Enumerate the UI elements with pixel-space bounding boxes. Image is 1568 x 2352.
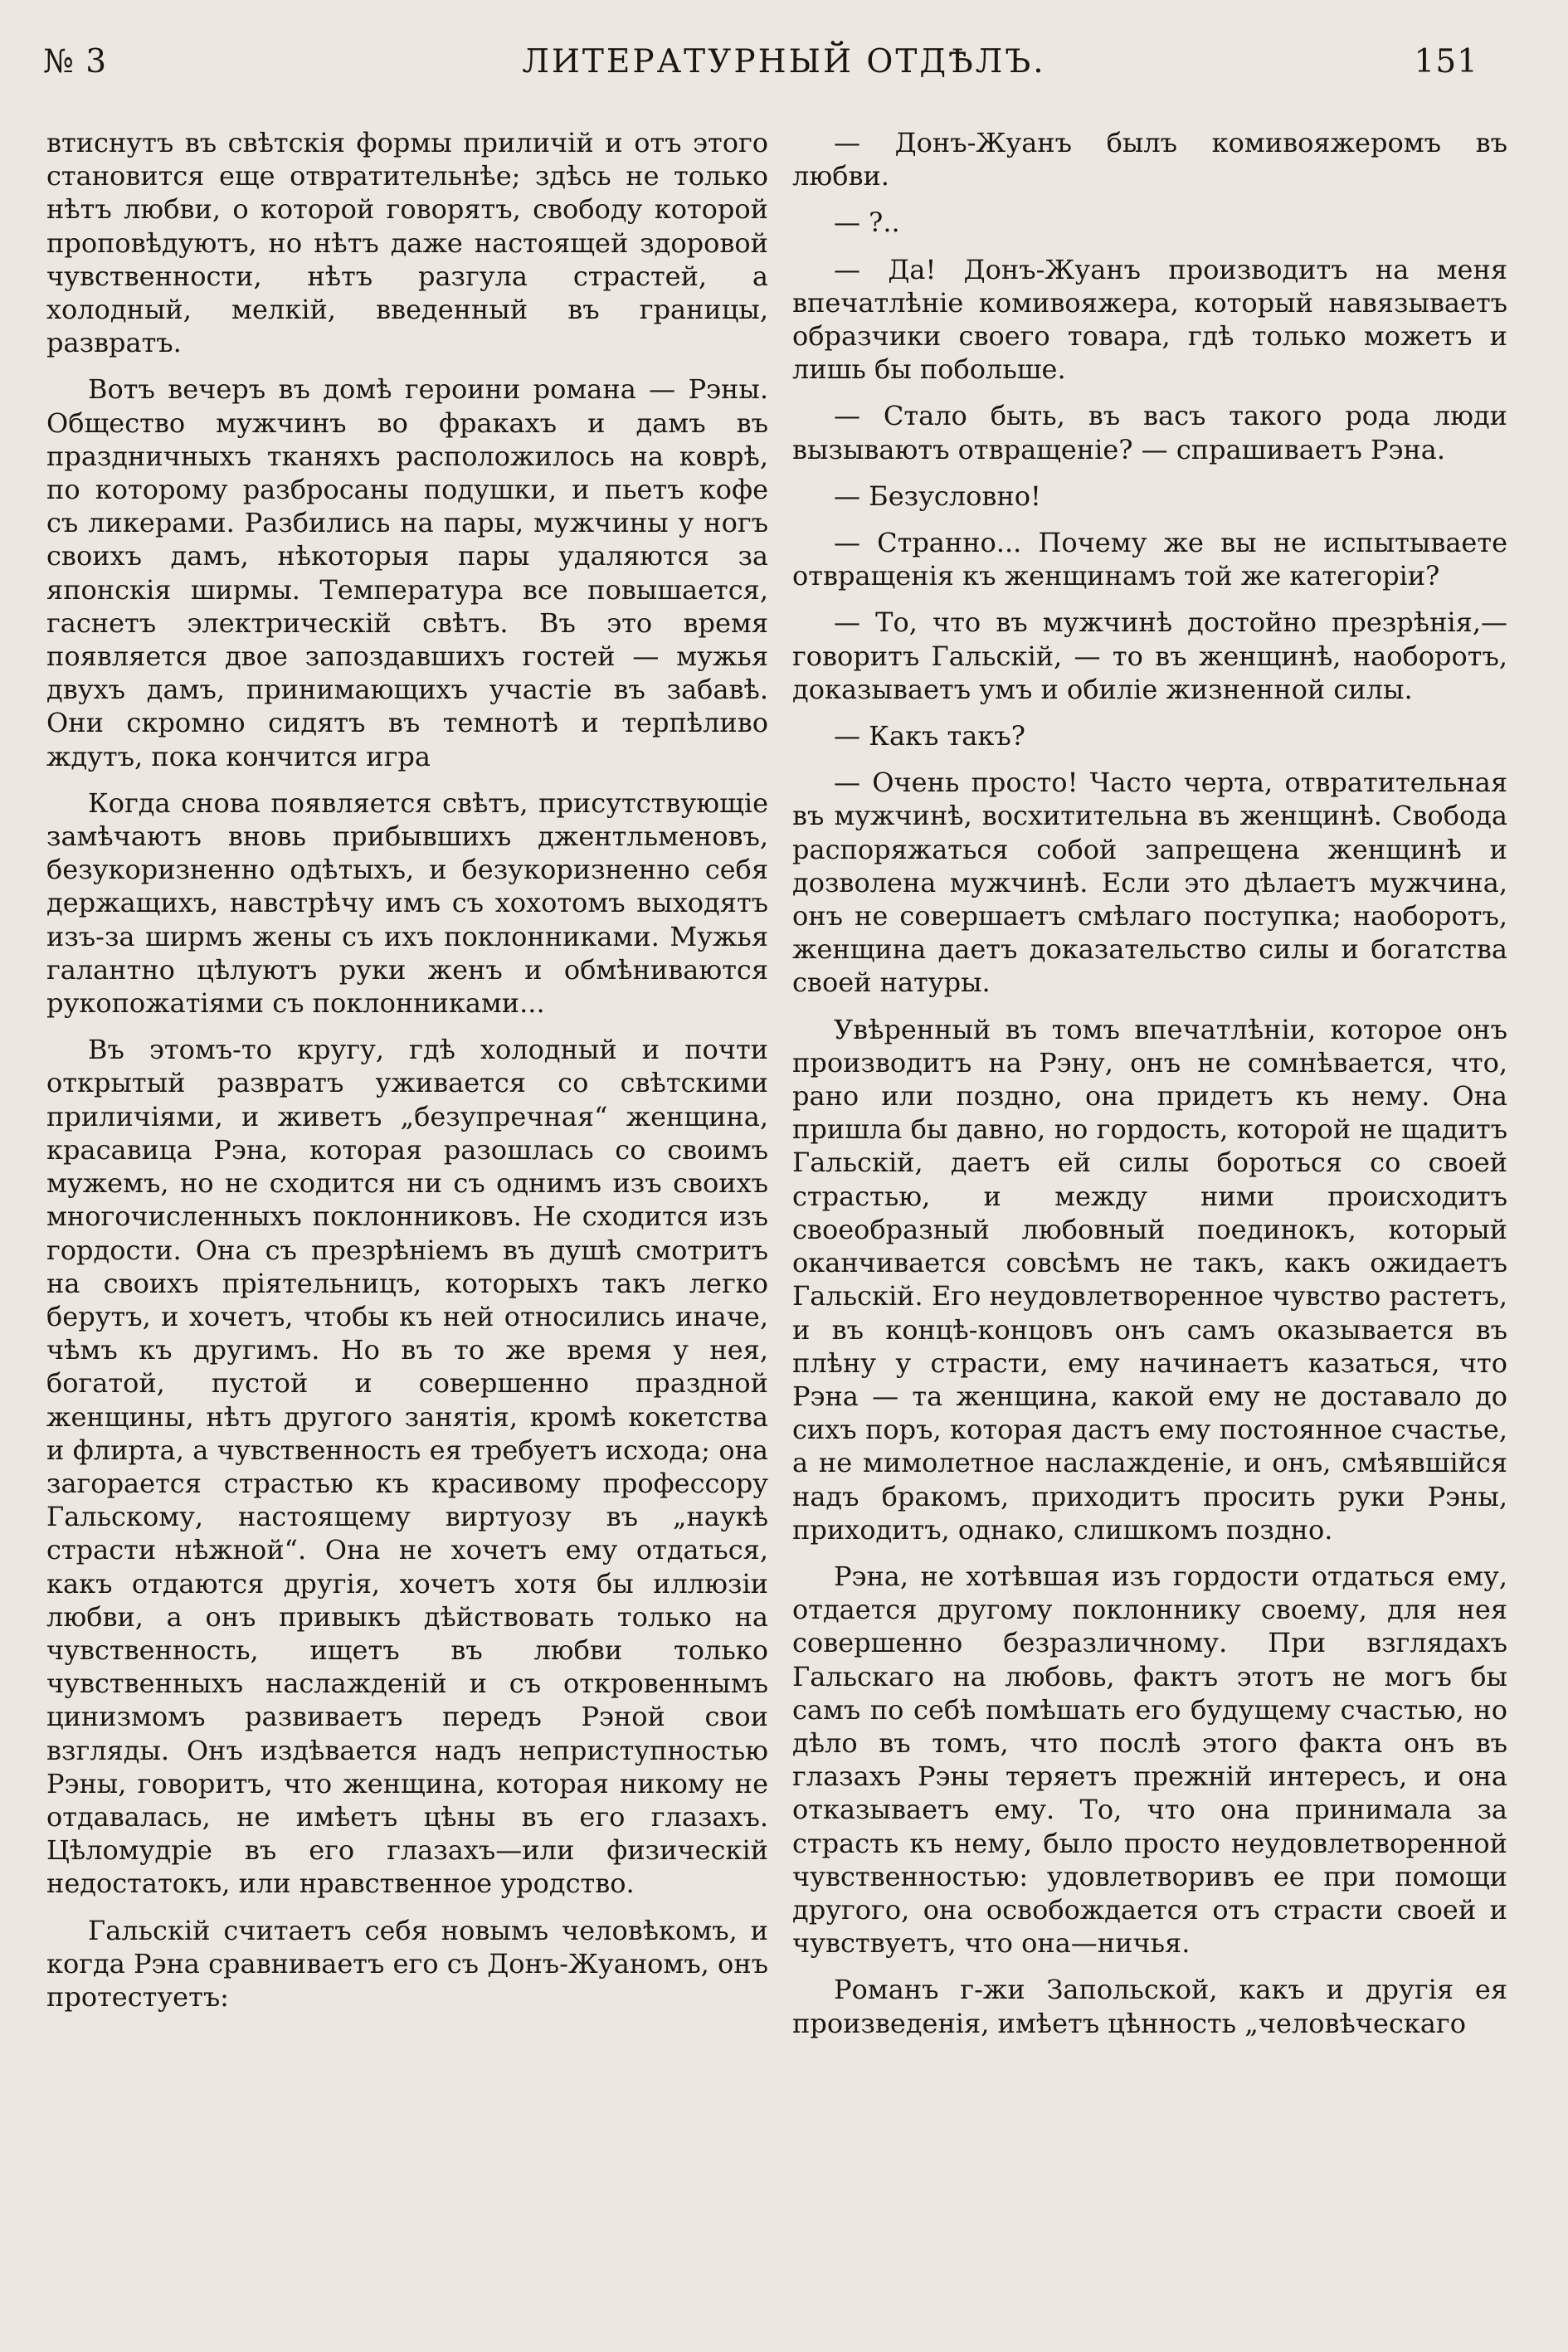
paragraph: Въ этомъ-то кругу, гдѣ холодный и почти открытый развратъ уживается со свѣтскими приличіями, и живетъ „безупречная“ женщина, красавица Рэна, которая разошлась со своимъ мужемъ, но не сходится ни съ однимъ изъ своихъ многочисленныхъ поклонниковъ. Не сходится изъ гордости. Она съ презрѣніемъ въ душѣ смотритъ на своихъ пріятельницъ, которыхъ такъ легко берутъ, и хочетъ, чтобы къ ней относились иначе, чѣмъ къ другимъ. Но въ то же время у нея, богатой, пустой и совершенно праздной женщины, нѣтъ другого занятія, кромѣ кокетства и флирта, а чувственность ея требуетъ исхода; она загорается страстью къ красивому профессору Гальскому, настоящему виртуозу въ „наукѣ страсти нѣжной“. Она не хочетъ ему отдаться, какъ отдаются другія, хочетъ хотя бы иллюзіи любви, а онъ привыкъ дѣйствовать только на чувственность, ищетъ въ любви только чувственныхъ наслажденій и съ откровеннымъ цинизмомъ развиваетъ передъ Рэной свои взгляды. Онъ издѣвается надъ неприступностью Рэны, говоритъ, что женщина, которая никому не отдавалась, не имѣетъ цѣны въ его глазахъ. Цѣломудріе въ его глазахъ—или физическій недостатокъ, или нравственное уродство. [46,1034,768,1900]
issue-number: № 3 [43,43,108,80]
paragraph: — То, что въ мужчинѣ достойно презрѣнія,— говоритъ Гальскій, — то въ женщинѣ, наоборотъ, доказываетъ умъ и обиліе жизненной силы. [792,606,1507,705]
paragraph: Когда снова появляется свѣтъ, присутствующіе замѣчаютъ вновь прибывшихъ джентльменовъ, безукоризненно одѣтыхъ, и безукоризненно себя держащихъ, навстрѣчу имъ съ хохотомъ выходятъ изъ-за ширмъ жены съ ихъ поклонниками. Мужья галантно цѣлуютъ руки женъ и обмѣниваются рукопожатіями съ поклонниками... [46,786,768,1020]
paragraph: Вотъ вечеръ въ домѣ героини романа — Рэны. Общество мужчинъ во фракахъ и дамъ въ праздничныхъ тканяхъ расположилось на коврѣ, по которому разбросаны подушки, и пьетъ кофе съ ликерами. Разбились на пары, мужчины у ногъ своихъ дамъ, нѣкоторыя пары удаляются за японскія ширмы. Температура все повышается, гаснетъ электрическій свѣтъ. Въ это время появляется двое запоздавшихъ гостей — мужья двухъ дамъ, принимающихъ участіе въ забавѣ. Они скромно сидятъ въ темнотѣ и терпѣливо ждутъ, пока кончится игра [46,373,768,772]
paragraph: втиснутъ въ свѣтскія формы приличій и отъ этого становится еще отвратительнѣе; здѣсь не только нѣтъ любви, о которой говорятъ, свободу которой проповѣдуютъ, но нѣтъ даже настоящей здоровой чувственности, нѣтъ разгула страстей, а холодный, мелкій, введенный въ границы, развратъ. [46,127,768,359]
section-title: ЛИТЕРАТУРНЫЙ ОТДѢЛЪ. [522,43,1046,80]
paragraph: Рэна, не хотѣвшая изъ гордости отдаться ему, отдается другому поклоннику своему, для нея совершенно безразличному. При взглядахъ Гальскаго на любовь, фактъ этотъ не могъ бы самъ по себѣ помѣшать его будущему счастью, но дѣло въ томъ, что послѣ этого факта онъ въ глазахъ Рэны теряетъ прежній интересъ, и она отказываетъ ему. То, что она принимала за страсть къ нему, было просто неудовлетворенной чувственностью: удовлетворивъ ее при помощи другого, она освобождается отъ страсти своей и чувствуетъ, что она—ничья. [792,1560,1507,1960]
page-number: 151 [1414,43,1478,80]
paragraph: — Да! Донъ-Жуанъ производитъ на меня впечатлѣніе комивояжера, который навязываетъ образчики своего товара, гдѣ только можетъ и лишь бы побольше. [792,253,1507,386]
paragraph: Романъ г-жи Запольской, какъ и другія ея произведенія, имѣетъ цѣнность „человѣческаго [792,1974,1507,2039]
paragraph: — Очень просто! Часто черта, отвратительная въ мужчинѣ, восхитительна въ женщинѣ. Свобода распоряжаться собой запрещена женщинѣ и дозволена мужчинѣ. Если это дѣлаетъ мужчина, онъ не совершаетъ смѣлаго поступка; наоборотъ, женщина даетъ доказательство силы и богатства своей натуры. [792,767,1507,999]
paragraph: — Какъ такъ? [834,720,1025,752]
paragraph: — Донъ-Жуанъ былъ комивояжеромъ въ любви. [792,127,1507,192]
paragraph: Гальскій считаетъ себя новымъ человѣкомъ, и когда Рэна сравниваетъ его съ Донъ-Жуаномъ, онъ протестуетъ: [46,1914,768,2013]
paragraph: — ?.. [834,207,900,239]
right-column [792,126,1507,2053]
paragraph: Увѣренный въ томъ впечатлѣніи, которое онъ производитъ на Рэну, онъ не сомнѣвается, что, рано или поздно, она придетъ къ нему. Она пришла бы давно, но гордость, которой не щадитъ Гальскій, даетъ ей силы бороться со своей страстью, и между ними происходитъ своеобразный любовный поединокъ, который оканчивается совсѣмъ не такъ, какъ ожидаетъ Гальскій. Его неудовлетворенное чувство растетъ, и въ концѣ-концовъ онъ самъ оказывается въ плѣну у страсти, ему начинаетъ казаться, что Рэна — та женщина, какой ему не доставало до сихъ поръ, которая дастъ ему постоянное счастье, а не мимолетное наслажденіе, и онъ, смѣявшійся надъ бракомъ, приходитъ просить руки Рэны, приходитъ, однако, слишкомъ поздно. [792,1013,1507,1546]
left-column [46,126,768,2027]
paragraph: — Безусловно! [834,480,1041,512]
paragraph: — Стало быть, въ васъ такого рода люди вызываютъ отвращеніе? — спрашиваетъ Рэна. [792,400,1507,465]
paragraph: — Странно... Почему же вы не испытываете отвращенія къ женщинамъ той же категоріи? [792,527,1507,592]
